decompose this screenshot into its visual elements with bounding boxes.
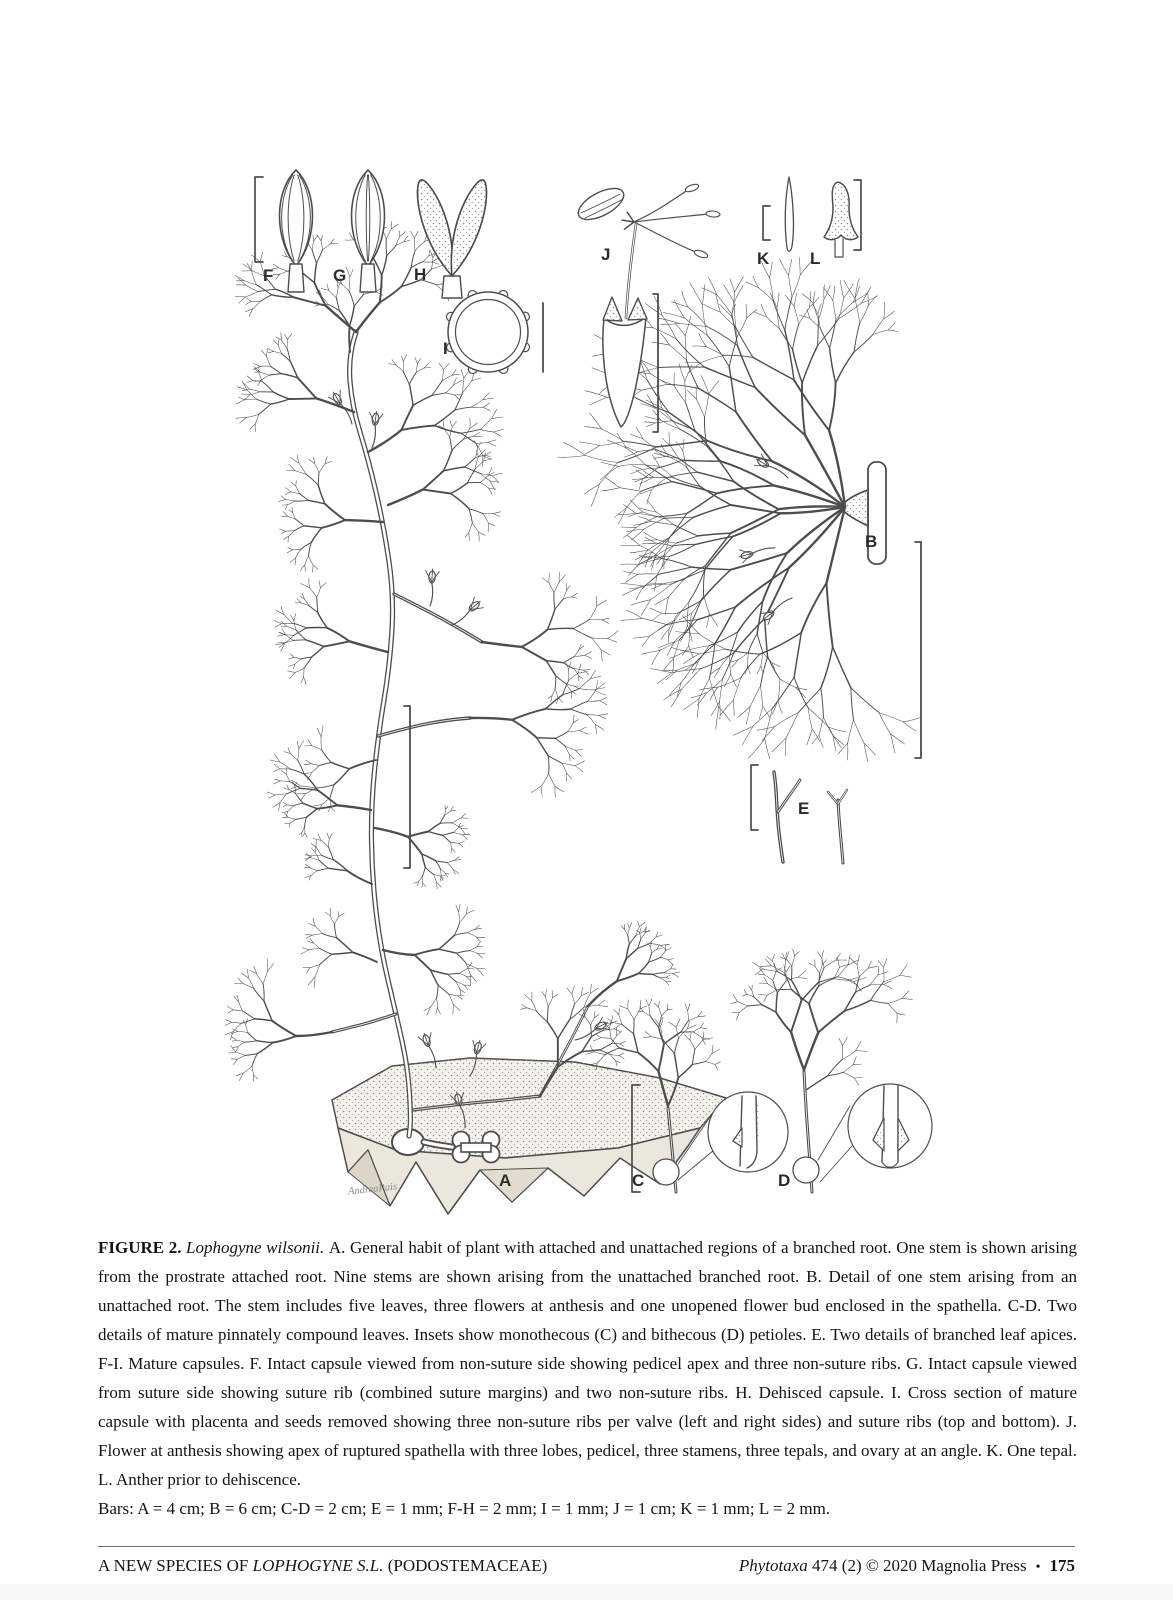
- footer-divider: [98, 1546, 1075, 1547]
- running-title-prefix: A NEW SPECIES OF: [98, 1556, 253, 1575]
- figure-label-f: F: [263, 266, 274, 285]
- footer-bullet: •: [1035, 1560, 1041, 1575]
- figure-label-g: G: [333, 266, 347, 285]
- figure-label-l: L: [810, 249, 821, 268]
- figure-label-c: C: [632, 1171, 645, 1190]
- cross-section-i: [447, 291, 543, 374]
- capsule-g: [352, 170, 385, 292]
- figure-label-j: J: [601, 245, 611, 264]
- caption-body-text: A. General habit of plant with attached and unattached regions of a branched root. One stem is shown arising from the prostrate attached root. Nine stems are shown arising from the unattached branched root. B. Detail of one stem arising from an unattached root. The stem includes five leaves, three flowers at anthesis and one unopened flower bud enclosed in the spathella. C-D. Two details of mature pinnately compound leaves. Insets show monothecous (C) and bithecous (D) petioles. E. Two details of branched leaf apices. F-I. Mature capsules. F. Intact capsule viewed from non-suture side showing pedicel apex and three non-suture ribs. G. Intact capsule viewed from suture side showing suture rib (combined suture margins) and two non-suture ribs. H. Dehisced capsule. I. Cross section of mature capsule with placenta and seeds removed showing three non-suture ribs per valve (left and right sides) and suture ribs (top and bottom). J. Flower at anthesis showing apex of ruptured spathella with three lobes, pedicel, three stamens, three tepals, and ovary at an angle. K. One tepal. L. Anther prior to dehiscence.: [98, 1238, 1077, 1489]
- journal-name: Phytotaxa: [738, 1556, 808, 1575]
- anther-l: [824, 180, 861, 257]
- running-title-genus: LOPHOGYNE S.L.: [252, 1556, 384, 1575]
- tepal-k: [763, 177, 793, 251]
- caption-scale-bars: Bars: A = 4 cm; B = 6 cm; C-D = 2 cm; E = 1 mm; F-H = 2 mm; I = 1 mm; J = 1 cm; K = 1 mm; L = 2 mm.: [98, 1499, 831, 1518]
- figure-label-k: K: [757, 249, 770, 268]
- running-title-suffix: (PODOSTEMACEAE): [383, 1556, 548, 1575]
- page-footer: [98, 1556, 1075, 1576]
- figure-caption: [98, 1233, 1077, 1523]
- capsule-h: [418, 180, 487, 298]
- caption-paragraph: [98, 1233, 1077, 1494]
- figure-label-h: H: [414, 265, 427, 284]
- figure-label-b: B: [865, 532, 878, 551]
- running-title: [98, 1556, 547, 1576]
- caption-species-name: Lophogyne wilsonii.: [186, 1238, 329, 1257]
- issue-info: 474 (2) © 2020 Magnolia Press: [807, 1556, 1027, 1575]
- artist-signature: AndreaPais: [347, 1181, 398, 1198]
- figure-label-a: A: [499, 1171, 512, 1190]
- journal-info: [739, 1556, 1075, 1576]
- page-number: 175: [1049, 1556, 1075, 1575]
- page-bottom-edge: [0, 1584, 1173, 1600]
- illustration-art: [225, 170, 932, 1214]
- figure-label-e: E: [798, 799, 810, 818]
- caption-figure-number: FIGURE 2.: [98, 1238, 187, 1257]
- figure-label-d: D: [778, 1171, 791, 1190]
- figure-label-i: I: [443, 339, 448, 358]
